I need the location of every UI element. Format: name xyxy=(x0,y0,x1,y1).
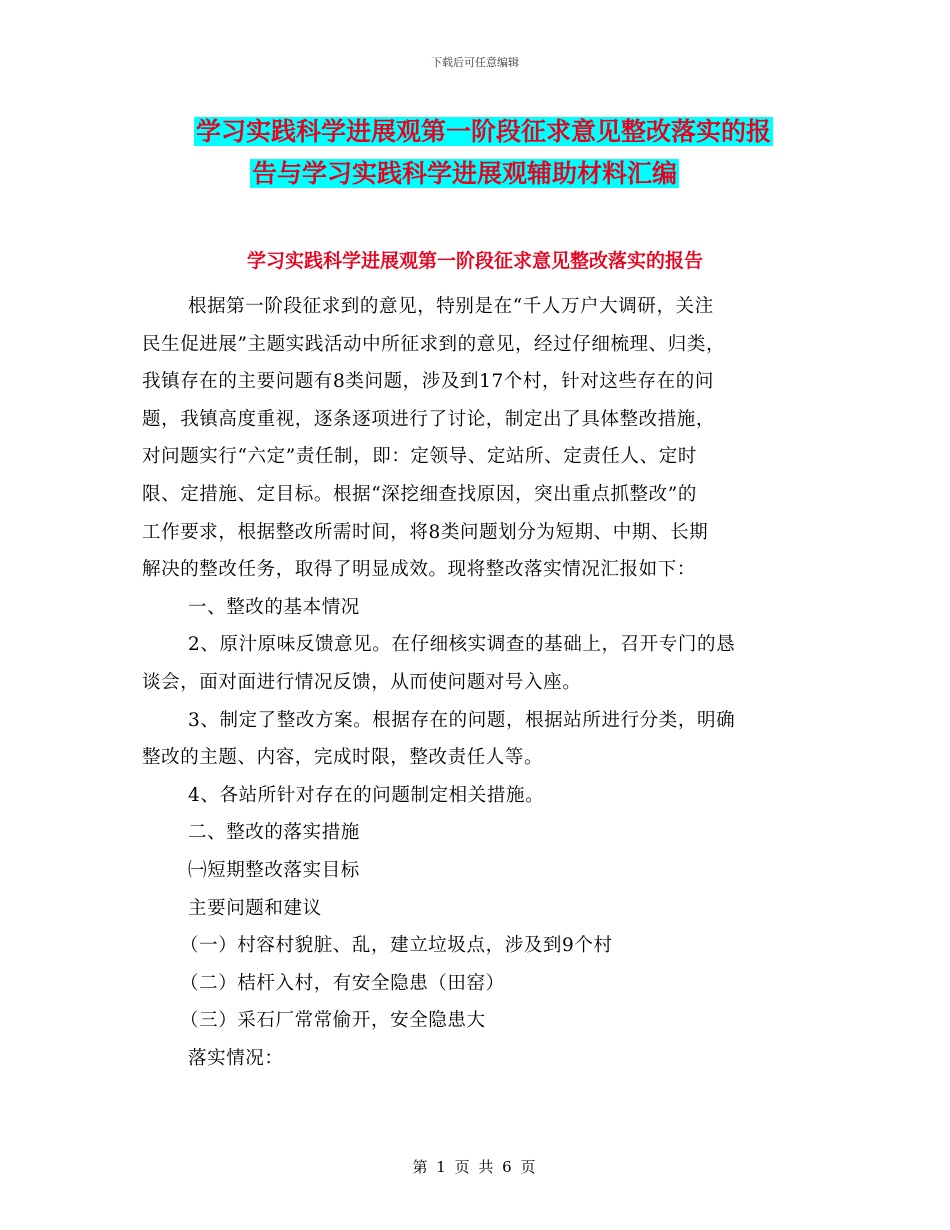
paragraph-line: 题，我镇高度重视，逐条逐项进行了讨论，制定出了具体整改措施， xyxy=(142,408,716,430)
main-title-line-2-text: 告与学习实践科学进展观辅助材料汇编 xyxy=(252,159,678,188)
section-heading: 一、整改的基本情况 xyxy=(188,596,360,618)
paragraph-line: 解决的整改任务，取得了明显成效。现将整改落实情况汇报如下： xyxy=(142,559,696,581)
paragraph-line: 根据第一阶段征求到的意见，特别是在“千人万户大调研，关注 xyxy=(188,296,714,317)
paragraph-line: 民生促进展”主题实践活动中所征求到的意见，经过仔细梳理、归类， xyxy=(142,333,726,355)
paragraph-line: 限、定措施、定目标。根据“深挖细查找原因，突出重点抓整改”的 xyxy=(142,483,697,505)
paragraph-line: 对问题实行“六定”责任制，即：定领导、定站所、定责任人、定时 xyxy=(142,446,697,468)
list-item: （一）村容村貌脏、乱，建立垃圾点，涉及到9个村 xyxy=(180,935,613,957)
paragraph-line: 谈会，面对面进行情况反馈，从而使问题对号入座。 xyxy=(142,671,582,693)
paragraph-line: 整改的主题、内容，完成时限，整改责任人等。 xyxy=(142,747,544,769)
document-body xyxy=(142,288,810,1077)
list-item: （二）桔杆入村，有安全隐患（田窑） xyxy=(180,972,505,994)
paragraph-line: 工作要求，根据整改所需时间，将8类问题划分为短期、中期、长期 xyxy=(142,521,709,543)
paragraph-line: 4、各站所针对存在的问题制定相关措施。 xyxy=(188,784,545,806)
section-title: 学习实践科学进展观第一阶段征求意见整改落实的报告 xyxy=(246,250,703,272)
page-number-footer: 第 1 页 共 6 页 xyxy=(412,1158,538,1176)
paragraph-line: 落实情况： xyxy=(188,1047,284,1069)
paragraph-line: 3、制定了整改方案。根据存在的问题，根据站所进行分类，明确 xyxy=(188,709,736,731)
list-heading: 主要问题和建议 xyxy=(188,897,322,919)
main-title-line-1 xyxy=(194,112,773,152)
main-title-line-1-text: 学习实践科学进展观第一阶段征求意见整改落实的报 xyxy=(196,117,772,146)
main-title-line-2 xyxy=(250,154,679,194)
section-heading: 二、整改的落实措施 xyxy=(188,822,360,844)
subsection-heading: ㈠短期整改落实目标 xyxy=(188,859,360,881)
paragraph-line: 2、原汁原味反馈意见。在仔细核实调查的基础上，召开专门的恳 xyxy=(188,634,736,656)
paragraph-line: 我镇存在的主要问题有8类问题，涉及到17个村，针对这些存在的问 xyxy=(142,371,714,393)
page-header-note: 下载后可任意编辑 xyxy=(431,56,519,69)
list-item: （三）采石厂常常偷开，安全隐患大 xyxy=(180,1010,486,1032)
